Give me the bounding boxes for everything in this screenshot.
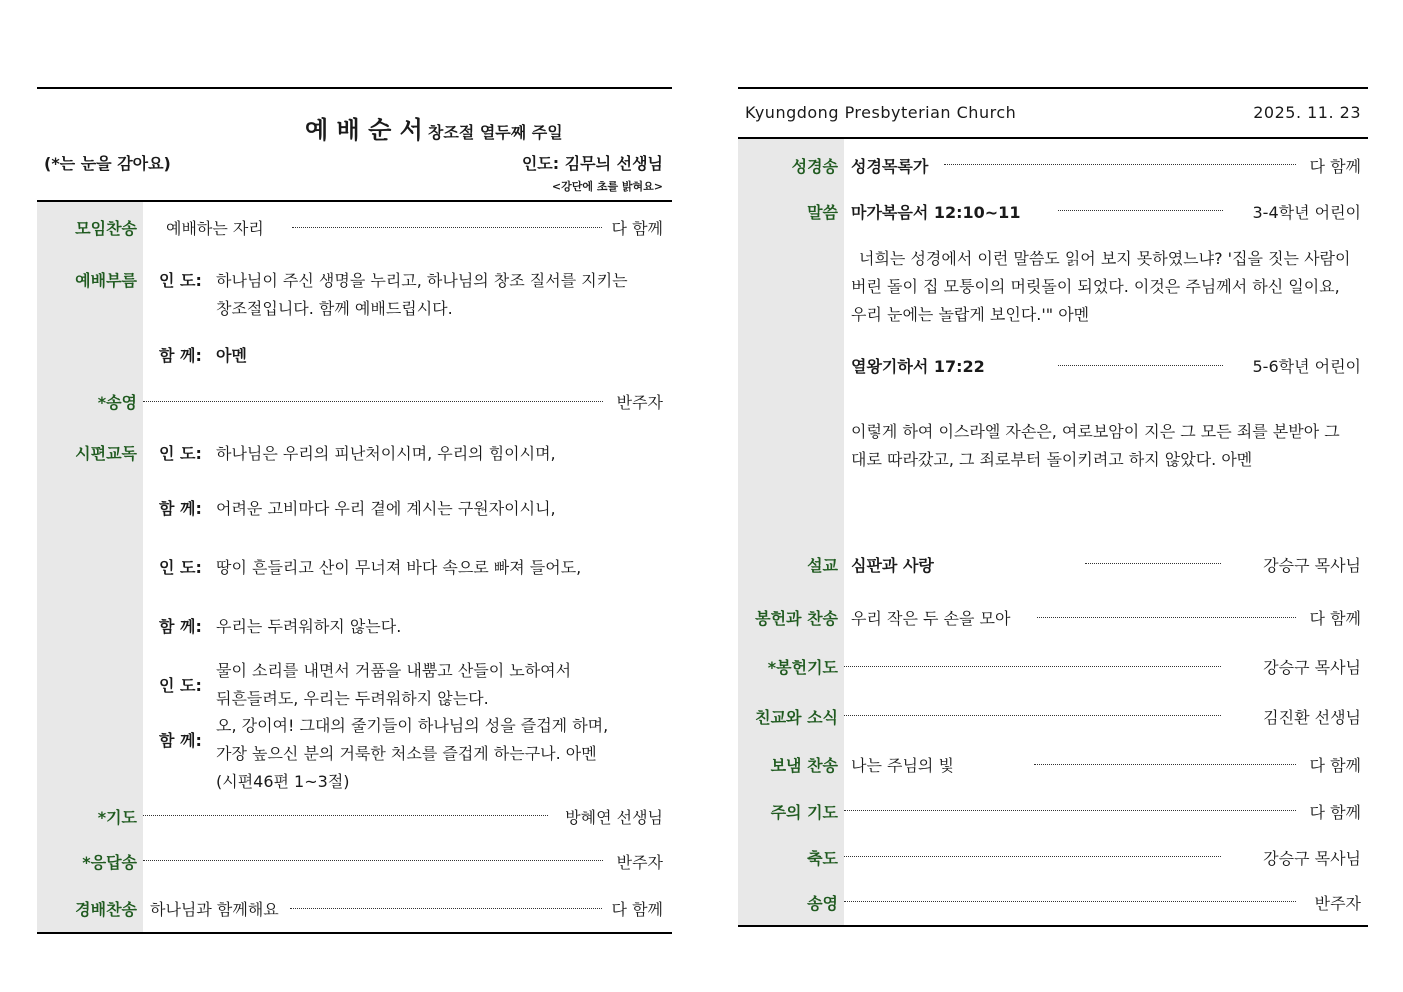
offering-label: 봉헌과 찬송 <box>755 609 838 628</box>
call-response: 아멘 <box>216 346 247 365</box>
psalm-line: 하나님은 우리의 피난처이시며, 우리의 힘이시며, <box>216 444 556 463</box>
leader-dots <box>844 810 1296 811</box>
offering-hymn-title: 우리 작은 두 손을 모아 <box>851 609 1011 628</box>
scripture-reference-1: 마가복음서 12:10~11 <box>851 203 1021 222</box>
leader-dots <box>1058 210 1223 211</box>
lords-prayer-label: 주의 기도 <box>770 803 838 822</box>
leader-dots <box>143 401 603 402</box>
leader-dots <box>1037 617 1296 618</box>
leader-role: 인 도: <box>159 271 202 290</box>
leader-role: 인 도: <box>159 676 202 695</box>
psalm-line: 오, 강이여! 그대의 줄기들이 하나님의 성을 즐겁게 하며, <box>216 716 609 735</box>
worship-hymn-label: 경배찬송 <box>75 900 137 919</box>
call-line-1: 하나님이 주신 생명을 누리고, 하나님의 창조 질서를 지키는 <box>216 271 628 290</box>
psalm-reading-label: 시편교독 <box>75 444 137 463</box>
left-top-rule <box>37 87 672 89</box>
response-song-leader: 반주자 <box>616 853 663 872</box>
eyes-closed-note: (*는 눈을 감아요) <box>44 154 171 173</box>
leader-dots <box>292 227 602 228</box>
right-top-rule <box>738 87 1368 89</box>
bible-song-leader: 다 함께 <box>1309 157 1361 176</box>
right-bottom-rule <box>738 925 1368 927</box>
leader-dots <box>143 815 548 816</box>
scripture-passage-2: 이렇게 하여 이스라엘 자손은, 여로보암이 지은 그 모든 죄를 본받아 그대로 따라갔고, 그 죄로부터 돌이키려고 하지 않았다. 아멘 <box>851 422 1340 469</box>
people-role: 함 께: <box>159 346 202 365</box>
psalm-reference: (시편46편 1~3절) <box>216 772 350 791</box>
benediction-label: 축도 <box>807 849 838 868</box>
leader-dots <box>844 856 1221 857</box>
people-role: 함 께: <box>159 499 202 518</box>
leader-dots <box>844 901 1296 902</box>
psalm-line: 땅이 흔들리고 산이 무너져 바다 속으로 빠져 들어도, <box>216 558 582 577</box>
leader-dots <box>944 164 1296 165</box>
psalm-line: 가장 높으신 분의 거룩한 처소를 즐겁게 하는구나. 아멘 <box>216 744 597 763</box>
scripture-label: 말씀 <box>807 203 838 222</box>
leader-dots <box>1085 563 1221 564</box>
response-song-label: *응답송 <box>82 853 137 872</box>
people-role: 함 께: <box>159 617 202 636</box>
psalm-line: 어려운 고비마다 우리 곁에 계시는 구원자이시니, <box>216 499 556 518</box>
doxology-leader: 반주자 <box>616 393 663 412</box>
leader-dots <box>143 860 603 861</box>
sermon-label: 설교 <box>807 556 838 575</box>
people-role: 함 께: <box>159 731 202 750</box>
sending-hymn-title: 나는 주님의 빛 <box>851 756 954 775</box>
scripture-reference-2: 열왕기하서 17:22 <box>851 357 985 376</box>
call-to-worship-label: 예배부름 <box>75 271 137 290</box>
order-title <box>305 110 563 145</box>
gathering-hymn-label: 모임찬송 <box>75 219 137 238</box>
sermon-preacher: 강승구 목사님 <box>1263 556 1361 575</box>
offering-prayer-leader: 강승구 목사님 <box>1263 658 1361 677</box>
order-title-sub: 창조절 열두째 주일 <box>427 123 563 142</box>
doxology-label: *송영 <box>97 393 137 412</box>
worship-hymn-title: 하나님과 함께해요 <box>150 900 279 919</box>
sending-hymn-label: 보냄 찬송 <box>770 756 838 775</box>
benediction-leader: 강승구 목사님 <box>1263 849 1361 868</box>
scripture-reader-1: 3-4학년 어린이 <box>1252 203 1361 222</box>
bulletin-date: 2025. 11. 23 <box>1253 103 1361 122</box>
sermon-title: 심판과 사랑 <box>851 556 934 575</box>
leader-role: 인 도: <box>159 444 202 463</box>
leader-dots <box>1058 365 1223 366</box>
prayer-leader: 방혜연 선생님 <box>565 808 663 827</box>
fellowship-label: 친교와 소식 <box>755 708 838 727</box>
closing-doxology-label: 송영 <box>807 894 838 913</box>
sending-hymn-leader: 다 함께 <box>1309 756 1361 775</box>
psalm-line: 물이 소리를 내면서 거품을 내뿜고 산들이 노하여서 <box>216 661 572 680</box>
leader-dots <box>1034 764 1296 765</box>
lords-prayer-leader: 다 함께 <box>1309 803 1361 822</box>
leader-text: 인도: 김무늬 선생님 <box>521 154 663 173</box>
scripture-reader-2: 5-6학년 어린이 <box>1252 357 1361 376</box>
candle-note: <강단에 초를 밝혀요> <box>551 180 663 193</box>
worship-hymn-leader: 다 함께 <box>611 900 663 919</box>
left-bottom-rule <box>37 932 672 934</box>
prayer-label: *기도 <box>97 808 137 827</box>
offering-leader: 다 함께 <box>1309 609 1361 628</box>
order-title-main: 예 배 순 서 <box>305 116 423 144</box>
offering-prayer-label: *봉헌기도 <box>767 658 838 677</box>
gathering-hymn-title: 예배하는 자리 <box>166 219 264 238</box>
leader-dots <box>290 908 602 909</box>
church-name: Kyungdong Presbyterian Church <box>745 103 1017 122</box>
bible-song-title: 성경목록가 <box>851 157 929 176</box>
fellowship-leader: 김진환 선생님 <box>1263 708 1361 727</box>
gathering-hymn-leader: 다 함께 <box>611 219 663 238</box>
call-line-2: 창조절입니다. 함께 예배드립시다. <box>216 299 453 318</box>
leader-dots <box>844 715 1221 716</box>
leader-dots <box>844 666 1221 667</box>
bible-song-label: 성경송 <box>791 157 838 176</box>
psalm-line: 우리는 두려워하지 않는다. <box>216 617 402 636</box>
scripture-passage-1: 너희는 성경에서 이런 말씀도 읽어 보지 못하였느냐? '집을 짓는 사람이 버린 돌이 집 모퉁이의 머릿돌이 되었다. 이것은 주님께서 하신 일이요, 우리 눈에는 놀랍게 보인다.'" 아멘 <box>851 249 1351 324</box>
psalm-line: 뒤흔들려도, 우리는 두려워하지 않는다. <box>216 689 489 708</box>
closing-doxology-leader: 반주자 <box>1314 894 1361 913</box>
leader-role: 인 도: <box>159 558 202 577</box>
